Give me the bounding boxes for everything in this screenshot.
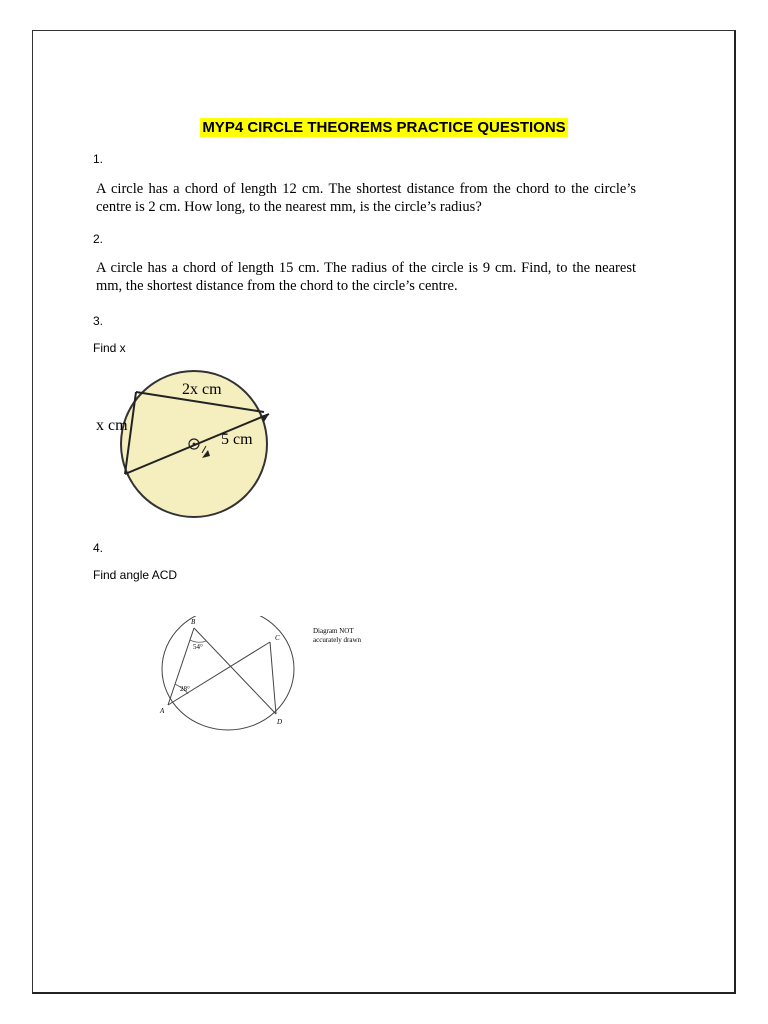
point-a-label: A xyxy=(160,707,165,715)
angle-arc-b xyxy=(190,640,206,642)
label-2x-cm: 2x cm xyxy=(182,381,222,398)
question-1-number: 1. xyxy=(93,152,104,166)
line-cd xyxy=(270,642,276,714)
circle-diagram-q3 xyxy=(88,364,288,524)
diagram-note-line2: accurately drawn xyxy=(313,636,361,644)
angle-54-label: 54° xyxy=(193,643,203,651)
question-4-number: 4. xyxy=(93,541,104,555)
question-3-prompt: Find x xyxy=(93,341,126,355)
question-2-number: 2. xyxy=(93,232,104,246)
label-5-cm: 5 cm xyxy=(221,431,253,448)
question-4-prompt: Find angle ACD xyxy=(93,568,178,582)
line-bd xyxy=(194,628,276,714)
angle-28-label: 28° xyxy=(180,685,190,693)
question-3-number: 3. xyxy=(93,314,104,328)
point-d-label: D xyxy=(277,718,283,726)
diagram-note-line1: Diagram NOT xyxy=(313,627,354,635)
question-2-text: A circle has a chord of length 15 cm. The radius of the circle is 9 cm. Find, to the nearest mm, the shortest distance from the chord to the circle’s centre. xyxy=(96,260,636,294)
title-text: MYP4 CIRCLE THEOREMS PRACTICE QUESTIONS xyxy=(202,119,566,136)
point-c-label: C xyxy=(275,634,280,642)
circle-diagram-q4 xyxy=(150,616,390,746)
line-ab xyxy=(168,628,194,705)
line-ac xyxy=(168,642,270,705)
worksheet-title xyxy=(0,119,768,137)
centre-dot xyxy=(193,443,196,446)
label-x-cm: x cm xyxy=(96,417,128,434)
question-1-text: A circle has a chord of length 12 cm. The shortest distance from the chord to the circle’s centre is 2 cm. How long, to the nearest mm, is the circle’s radius? xyxy=(96,181,636,215)
point-b-label: B xyxy=(191,618,196,626)
